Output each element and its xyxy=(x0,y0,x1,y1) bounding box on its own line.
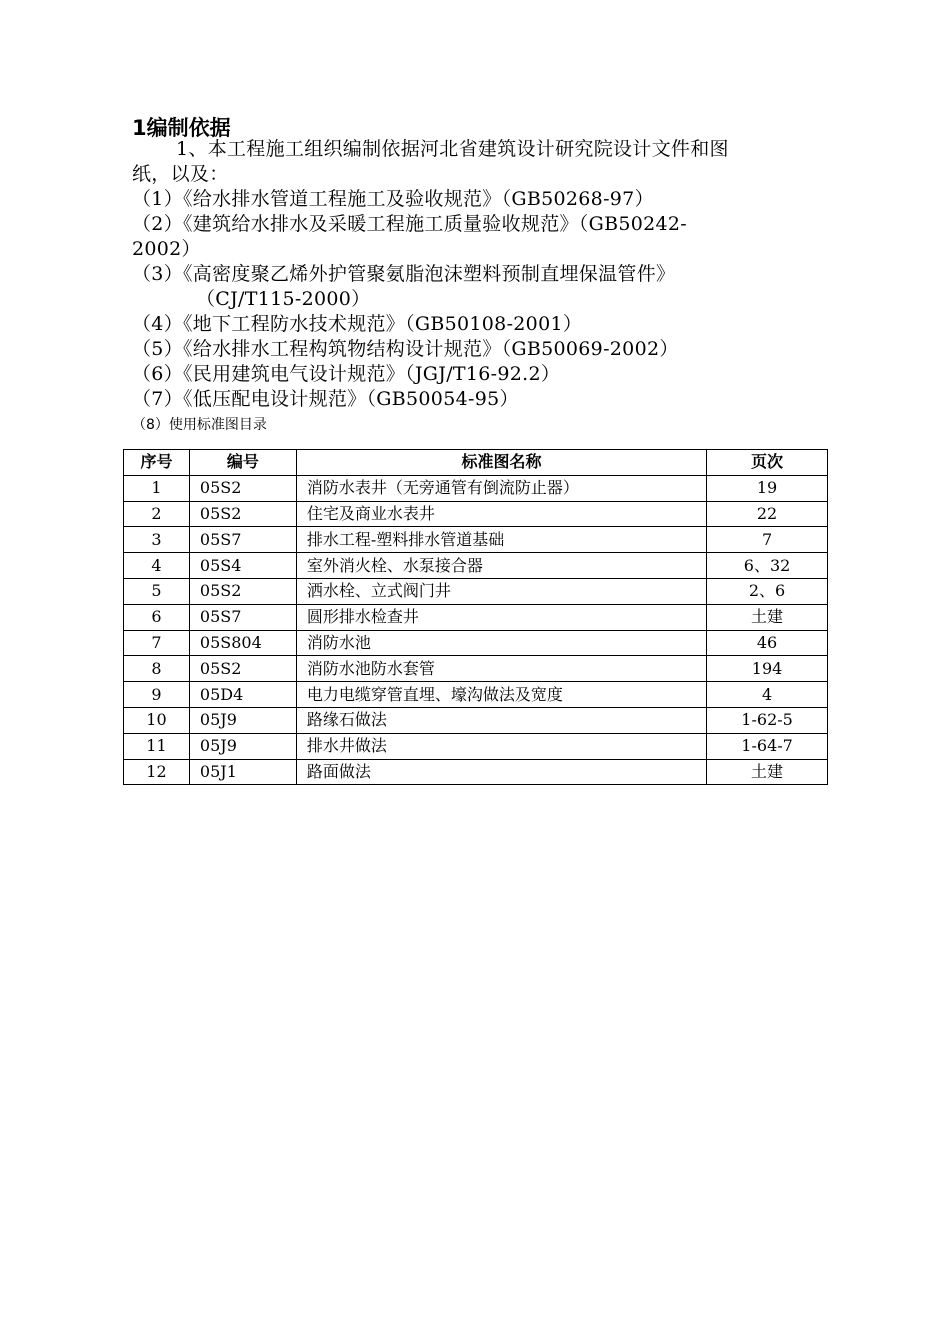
reference-item-5: （5）《给水排水工程构筑物结构设计规范》（GB50069-2002） xyxy=(132,338,679,360)
cell-name: 路面做法 xyxy=(296,759,706,785)
cell-name: 排水工程-塑料排水管道基础 xyxy=(296,527,706,553)
cell-name: 消防水池防水套管 xyxy=(296,656,706,682)
cell-index: 12 xyxy=(124,759,190,785)
cell-page: 4 xyxy=(707,682,828,708)
standard-drawings-table xyxy=(123,449,828,785)
cell-name: 消防水表井（无旁通管有倒流防止器） xyxy=(296,475,706,501)
cell-page: 7 xyxy=(707,527,828,553)
table-row xyxy=(124,630,828,656)
intro-line-2: 纸，以及： xyxy=(132,163,229,185)
cell-name: 电力电缆穿管直埋、壕沟做法及宽度 xyxy=(296,682,706,708)
cell-page: 1-62-5 xyxy=(707,707,828,733)
cell-code: 05S2 xyxy=(189,475,296,501)
cell-index: 10 xyxy=(124,707,190,733)
table-header-row xyxy=(124,450,828,476)
cell-page: 土建 xyxy=(707,604,828,630)
header-page: 页次 xyxy=(707,450,828,476)
cell-page: 1-64-7 xyxy=(707,733,828,759)
cell-code: 05S2 xyxy=(189,501,296,527)
cell-code: 05S7 xyxy=(189,527,296,553)
reference-item-7: （7）《低压配电设计规范》（GB50054-95） xyxy=(132,388,519,410)
cell-index: 9 xyxy=(124,682,190,708)
table-row xyxy=(124,707,828,733)
header-code: 编号 xyxy=(189,450,296,476)
reference-item-2: （2）《建筑给水排水及采暖工程施工质量验收规范》（GB50242- xyxy=(132,213,687,235)
table-row xyxy=(124,656,828,682)
intro-line-1: 1、本工程施工组织编制依据河北省建筑设计研究院设计文件和图 xyxy=(176,138,729,160)
table-row xyxy=(124,501,828,527)
cell-code: 05S804 xyxy=(189,630,296,656)
cell-page: 19 xyxy=(707,475,828,501)
header-name: 标准图名称 xyxy=(296,450,706,476)
cell-code: 05S2 xyxy=(189,578,296,604)
reference-item-2-continued: 2002） xyxy=(132,238,201,260)
cell-page: 22 xyxy=(707,501,828,527)
cell-code: 05D4 xyxy=(189,682,296,708)
cell-name: 洒水栓、立式阀门井 xyxy=(296,578,706,604)
cell-page: 194 xyxy=(707,656,828,682)
table-row xyxy=(124,475,828,501)
reference-item-1: （1）《给水排水管道工程施工及验收规范》（GB50268-97） xyxy=(132,188,654,210)
cell-page: 46 xyxy=(707,630,828,656)
table-row xyxy=(124,604,828,630)
cell-index: 7 xyxy=(124,630,190,656)
header-index: 序号 xyxy=(124,450,190,476)
cell-name: 住宅及商业水表井 xyxy=(296,501,706,527)
reference-item-4: （4）《地下工程防水技术规范》（GB50108-2001） xyxy=(132,313,583,335)
cell-index: 11 xyxy=(124,733,190,759)
table-row xyxy=(124,759,828,785)
table-row xyxy=(124,578,828,604)
cell-code: 05J9 xyxy=(189,707,296,733)
reference-item-6: （6）《民用建筑电气设计规范》（JGJ/T16-92.2） xyxy=(132,363,561,385)
cell-index: 2 xyxy=(124,501,190,527)
cell-code: 05J9 xyxy=(189,733,296,759)
cell-index: 5 xyxy=(124,578,190,604)
table-row xyxy=(124,527,828,553)
cell-code: 05S4 xyxy=(189,553,296,579)
reference-item-3-continued: （CJ/T115-2000） xyxy=(196,288,371,310)
cell-name: 排水井做法 xyxy=(296,733,706,759)
table-row xyxy=(124,733,828,759)
cell-code: 05S2 xyxy=(189,656,296,682)
reference-item-3: （3）《高密度聚乙烯外护管聚氨脂泡沫塑料预制直埋保温管件》 xyxy=(132,263,676,285)
cell-page: 2、6 xyxy=(707,578,828,604)
cell-code: 05S7 xyxy=(189,604,296,630)
cell-index: 6 xyxy=(124,604,190,630)
cell-name: 室外消火栓、水泵接合器 xyxy=(296,553,706,579)
table-row xyxy=(124,553,828,579)
cell-index: 1 xyxy=(124,475,190,501)
cell-code: 05J1 xyxy=(189,759,296,785)
cell-name: 圆形排水检查井 xyxy=(296,604,706,630)
reference-item-8: （8）使用标准图目录 xyxy=(132,417,267,433)
table-row xyxy=(124,682,828,708)
cell-index: 8 xyxy=(124,656,190,682)
cell-name: 路缘石做法 xyxy=(296,707,706,733)
cell-index: 3 xyxy=(124,527,190,553)
cell-page: 土建 xyxy=(707,759,828,785)
cell-name: 消防水池 xyxy=(296,630,706,656)
cell-page: 6、32 xyxy=(707,553,828,579)
section-heading: 1编制依据 xyxy=(132,116,231,140)
cell-index: 4 xyxy=(124,553,190,579)
